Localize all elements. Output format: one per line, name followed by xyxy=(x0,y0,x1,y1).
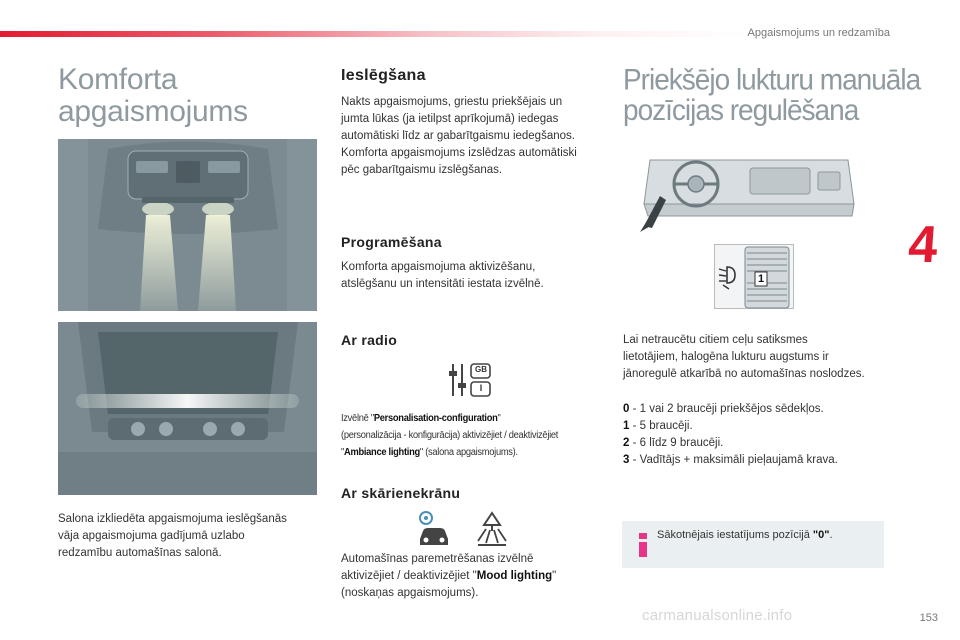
text-line: automātiski līdz ar gabarītgaismu iedegšanos. xyxy=(341,130,575,142)
title-line: Priekšējo lukturu manuāla xyxy=(623,63,921,97)
text-line: aktivizējiet / deaktivizējiet "Mood lighting" xyxy=(341,570,557,582)
headlamp-intro xyxy=(623,332,865,383)
list-item: 0 - 1 vai 2 braucēji priekšējos sēdekļos. xyxy=(623,403,824,415)
text-line: pēc gabarītgaismu izslēgšanas. xyxy=(341,164,503,176)
text-line: jānoregulē atkarībā no automašīnas noslodzes. xyxy=(623,368,865,380)
headlamp-dial-illustration xyxy=(714,244,794,309)
heading-programesana: Programēšana xyxy=(341,234,442,250)
text-line: Komforta apgaismojuma aktivizēšanu, xyxy=(341,261,536,273)
tip-text: Sākotnējais iestatījums pozīcijā "0". xyxy=(657,529,833,541)
section-title-headlamp xyxy=(623,65,920,127)
title-line: pozīcijas regulēšana xyxy=(623,94,859,127)
list-item: 1 - 5 braucēji. xyxy=(623,420,693,432)
text-line: jumta lūkas (ja ietilpst aprīkojumā) iedegas xyxy=(341,113,559,125)
heading-ar-radio: Ar radio xyxy=(341,332,398,348)
sunroof-light-photo xyxy=(58,322,317,495)
text-line: lietotājiem, halogēna lukturu augstums ir xyxy=(623,351,829,363)
sunroof-light-illustration xyxy=(58,322,317,495)
car-settings-icon xyxy=(420,512,448,545)
text-line: Automašīnas paremetrēšanas izvēlnē xyxy=(341,553,534,565)
page-title xyxy=(58,64,248,127)
ambient-light-icon xyxy=(478,513,506,545)
radio-instructions xyxy=(341,410,620,461)
ceiling-light-photo xyxy=(58,139,317,311)
list-item: 2 - 6 līdz 9 braucēji. xyxy=(623,437,724,449)
page-title-line: apgaismojums xyxy=(58,94,248,128)
watermark: carmanualsonline.info xyxy=(642,607,793,624)
text-line: "Ambiance lighting" (salona apgaismojums). xyxy=(341,447,518,458)
ieslegsana-text xyxy=(341,94,577,179)
page-title-line: Komforta xyxy=(58,63,178,96)
dial-position: 1 xyxy=(757,273,765,285)
headlamp-symbol-icon xyxy=(719,267,735,289)
heading-ieslegsana: Ieslēgšana xyxy=(341,67,426,84)
text-line: vāja apgaismojuma gadījumā uzlabo xyxy=(58,530,245,542)
touchscreen-instructions xyxy=(341,551,556,602)
text-line: (personalizācija - konfigurācija) aktivizējiet / deaktivizējiet xyxy=(341,430,559,441)
ceiling-light-illustration xyxy=(58,139,317,311)
page-number: 153 xyxy=(919,612,938,624)
settings-menu-icon xyxy=(448,362,496,398)
programesana-text xyxy=(341,259,544,293)
tip-box xyxy=(622,521,884,568)
text-line: Izvēlnē "Personalisation-configuration" xyxy=(341,413,501,424)
text-line: (noskaņas apgaismojums). xyxy=(341,587,479,599)
menu-name: Personalisation-configuration xyxy=(373,413,498,424)
dashboard-illustration xyxy=(640,154,860,234)
text-line: Nakts apgaismojums, griestu priekšējais un xyxy=(341,96,563,108)
language-label-top: GB xyxy=(475,365,487,374)
menu-name: Mood lighting xyxy=(476,570,553,582)
text-line: atslēgšanu un intensitāti iestata izvēlnē. xyxy=(341,278,544,290)
list-item: 3 - Vadītājs + maksimāli pieļaujamā krava. xyxy=(623,454,838,466)
section-header: Apgaismojums un redzamība xyxy=(747,27,890,39)
text-line: Komforta apgaismojums izslēdzas automātiski xyxy=(341,147,577,159)
text-line: Lai netraucētu citiem ceļu satiksmes xyxy=(623,334,808,346)
left-caption xyxy=(58,511,287,562)
chapter-number: 4 xyxy=(906,216,940,274)
menu-name: Ambiance lighting xyxy=(344,447,420,458)
heading-ar-skarienekranu: Ar skārienekrānu xyxy=(341,485,461,501)
text-line: Salona izkliedēta apgaismojuma ieslēgšanās xyxy=(58,513,287,525)
info-icon xyxy=(636,533,650,557)
language-label-bottom: I xyxy=(479,383,483,393)
dashboard-drawing xyxy=(640,154,860,234)
text-line: redzamību automašīnas salonā. xyxy=(58,547,222,559)
touchscreen-icons xyxy=(414,509,514,549)
